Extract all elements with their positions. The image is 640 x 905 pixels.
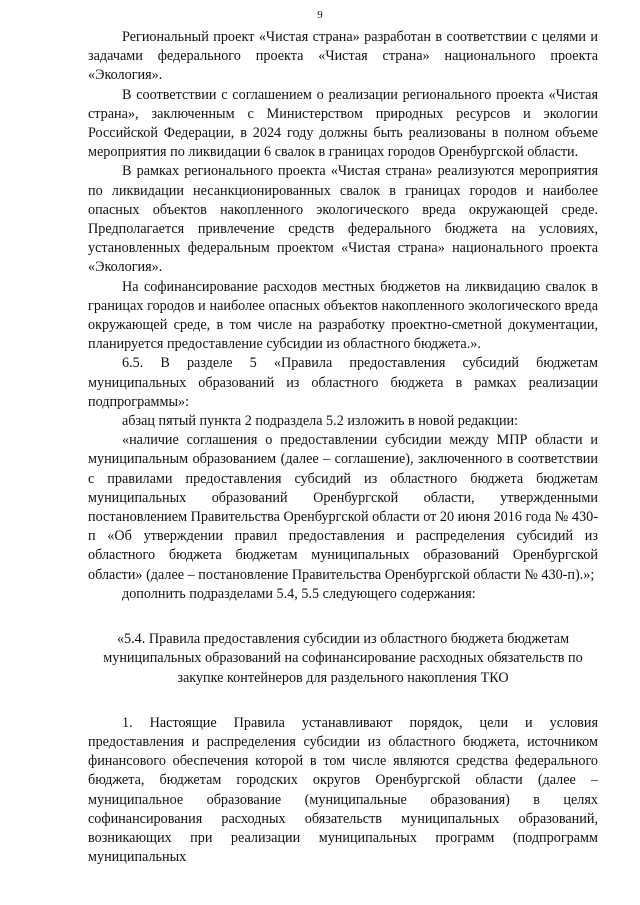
paragraph-quote-agreement: «наличие соглашения о предоставлении субсидии между МПР области и муниципальным образованием (далее – соглашение), заключенного в соответствии с правилами предоставления субсидий из областного бюджета бюджетам муниципальных образований Оренбургской области, утвержденными постановлением Правительства Оренбургской области от 20 июня 2016 года № 430-п «Об утверждении правил предоставления и распределения субсидий из областного бюджета бюджетам муниципальных образований Оренбургской области» (далее – постановление Правительства Оренбургской области № 430-п).»; — [88, 432, 598, 583]
section-heading-5-4: «5.4. Правила предоставления субсидии из областного бюджета бюджетам муниципальных образований на софинансирование расходных обязательств по закупке контейнеров для раздельного накопления ТКО — [103, 631, 583, 686]
paragraph-rules-1: 1. Настоящие Правила устанавливают порядок, цели и условия предоставления и распределения субсидии из областного бюджета, источником финансового обеспечения которой в том числе являются средства федерального бюджета, бюджетам городских округов Оренбургской области (далее – муниципальное образование (муниципальные образования) в целях софинансирования расходных обязательств муниципальных образований, возникающих при реализации муниципальных программ (подпрограмм муниципальных — [88, 714, 598, 866]
paragraph-section-6-5: 6.5. В разделе 5 «Правила предоставления субсидий бюджетам муниципальных образований из областного бюджета в рамках реализации подпрограммы»: — [88, 355, 598, 410]
paragraph-agreement: В соответствии с соглашением о реализации регионального проекта «Чистая страна», заключенным с Министерством природных ресурсов и экологии Российской Федерации, в 2024 году должны быть реализованы в полном объеме мероприятия по ликвидации 6 свалок в границах городов Оренбургской области. — [88, 86, 598, 161]
paragraph-abzac: абзац пятый пункта 2 подраздела 5.2 изложить в новой редакции: — [122, 413, 519, 430]
paragraph-cofinancing: На софинансирование расходов местных бюджетов на ликвидацию свалок в границах городов и наиболее опасных объектов накопленного экологического вреда окружающей среде, в том числе на разработку проектно-сметной документации, планируется предоставление субсидии из областного бюджета.». — [88, 278, 598, 353]
document-body — [88, 28, 598, 867]
paragraph-supplement: дополнить подразделами 5.4, 5.5 следующего содержания: — [122, 585, 476, 602]
paragraph-measures: В рамках регионального проекта «Чистая страна» реализуются мероприятия по ликвидации несанкционированных свалок в границах городов и наиболее опасных объектов накопленного экологического вреда окружающей среде. Предполагается привлечение средств федерального бюджета на условиях, установленных федеральным проектом «Чистая страна» национального проекта «Экология». — [88, 163, 598, 276]
page-number: 9 — [317, 9, 323, 21]
paragraph-regional-project: Региональный проект «Чистая страна» разработан в соответствии с целями и задачами федерального проекта «Чистая страна» национального проекта «Экология». — [88, 29, 598, 84]
spacer — [88, 688, 598, 714]
